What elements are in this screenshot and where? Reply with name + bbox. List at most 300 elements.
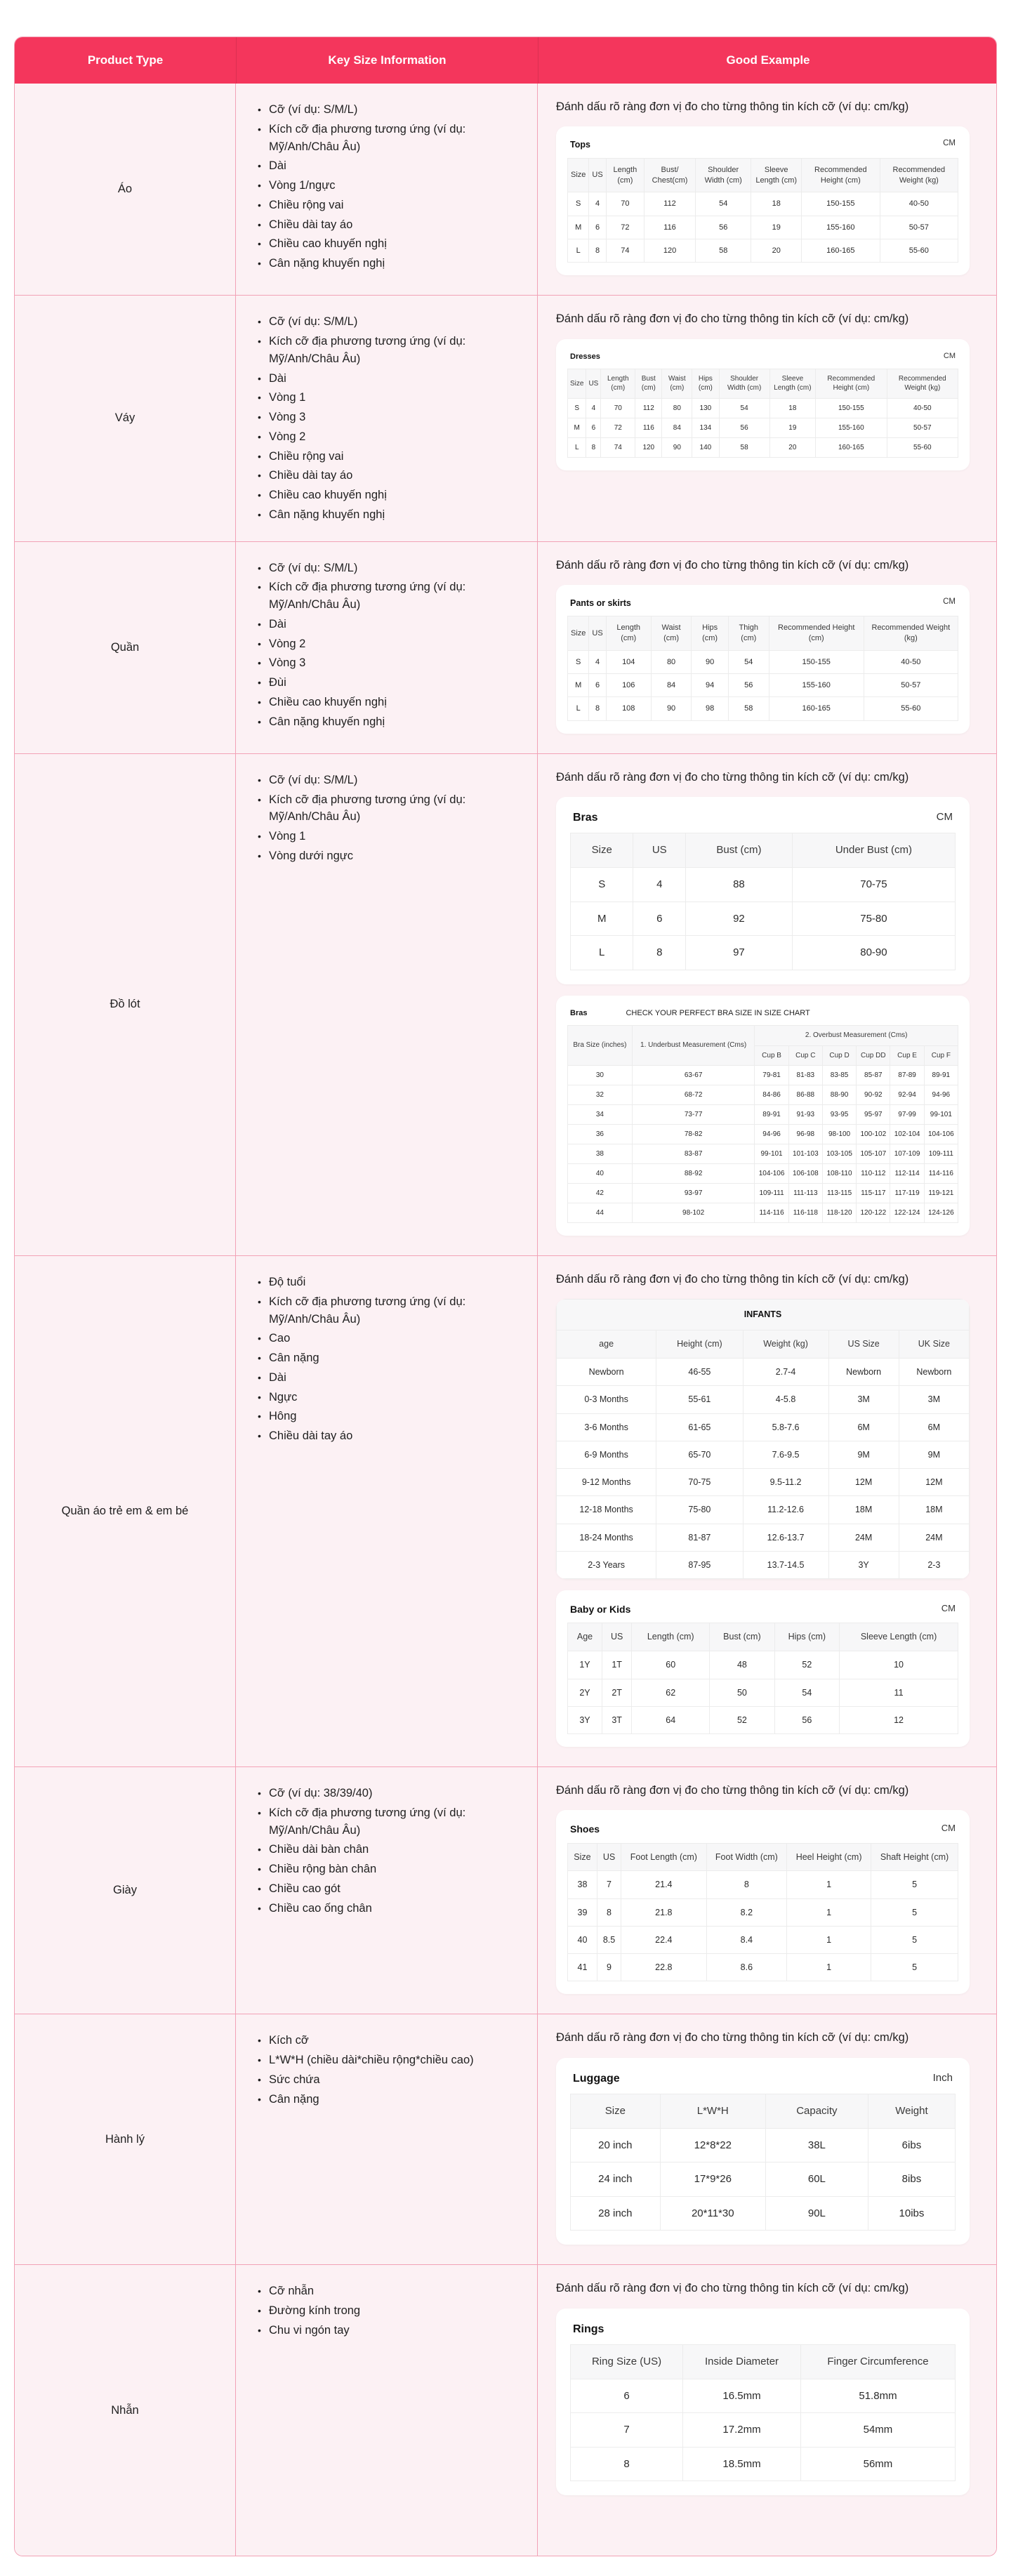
example-col-header: Age <box>568 1623 602 1651</box>
example-table-cell: 56 <box>774 1706 839 1733</box>
example-col-header: Hips (cm) <box>692 369 719 398</box>
example-table-row <box>568 697 958 720</box>
example-table-cell: 68-72 <box>632 1085 755 1105</box>
example-table-cell: 97-99 <box>890 1105 924 1125</box>
product-type-label: Váy <box>114 411 136 425</box>
example-table <box>567 158 958 263</box>
example-table-cell: 84 <box>651 674 692 697</box>
key-size-item: • Đường kính trong <box>257 2302 519 2320</box>
example-card <box>556 1299 970 1579</box>
example-table-row <box>568 1706 958 1733</box>
key-size-list <box>257 560 519 731</box>
example-table <box>570 833 956 970</box>
example-table-cell: 114-116 <box>755 1203 788 1223</box>
example-table-cell: 19 <box>751 216 802 239</box>
key-size-item: • Cao <box>257 1330 519 1347</box>
product-row-hanh-ly <box>15 2014 996 2264</box>
example-card <box>556 2309 970 2496</box>
example-table-cell: 12-18 Months <box>557 1496 656 1524</box>
example-card-header <box>570 2321 956 2344</box>
example-table-cell: 94 <box>692 674 728 697</box>
key-size-item: • Vòng 3 <box>257 654 519 672</box>
example-table-cell: 110-112 <box>857 1164 890 1184</box>
example-card-header <box>570 810 956 833</box>
product-type-cell <box>15 542 236 753</box>
example-table-cell: 6 <box>589 216 606 239</box>
example-card <box>556 1810 970 1994</box>
example-note: Đánh dấu rõ ràng đơn vị đo cho từng thông tin kích cỡ (ví dụ: cm/kg) <box>556 770 909 784</box>
example-card-title: Bras <box>573 812 598 824</box>
example-table-cell: 46-55 <box>656 1359 743 1386</box>
example-table-cell: Newborn <box>557 1359 656 1386</box>
example-table-cell: 98-100 <box>822 1125 856 1144</box>
key-size-item: • Sức chứa <box>257 2071 519 2089</box>
example-col-header: L*W*H <box>660 2094 765 2128</box>
example-table-cell: 12*8*22 <box>660 2128 765 2162</box>
key-size-item: • Chiều cao ống chân <box>257 1900 519 1917</box>
product-row-nhan <box>15 2264 996 2556</box>
example-table-cell: 10ibs <box>868 2196 955 2231</box>
unit-label: CM <box>943 597 956 606</box>
example-table-row <box>568 1651 958 1679</box>
example-col-header: Shaft Height (cm) <box>871 1843 958 1871</box>
example-table-cell: 32 <box>568 1085 633 1105</box>
column-header-product-type: Product Type <box>87 53 164 67</box>
example-table-cell: 160-165 <box>769 697 864 720</box>
example-table-cell: 9M <box>899 1441 969 1468</box>
example-table-cell: 1 <box>787 1898 871 1926</box>
key-size-item: • Chiều cao khuyến nghị <box>257 487 519 504</box>
example-card-header <box>567 1821 958 1842</box>
example-col-header: age <box>557 1330 656 1359</box>
example-table-cell: 70-75 <box>656 1469 743 1496</box>
example-table-cell: 83-87 <box>632 1144 755 1164</box>
key-size-item: • Kích cỡ <box>257 2032 519 2049</box>
key-size-item: • Vòng 2 <box>257 635 519 653</box>
example-group-header: 2. Overbust Measurement (Cms) <box>755 1026 958 1046</box>
example-table-cell: 9.5-11.2 <box>743 1469 828 1496</box>
example-table-cell: 83-85 <box>822 1066 856 1085</box>
example-table-cell: 120 <box>635 437 662 457</box>
example-table <box>570 2094 956 2231</box>
example-table-cell: 0-3 Months <box>557 1386 656 1413</box>
example-table-cell: 104-106 <box>755 1164 788 1184</box>
example-card <box>556 996 970 1236</box>
example-col-header: Length (cm) <box>601 369 635 398</box>
product-type-cell <box>15 754 236 1255</box>
example-table-cell: 17.2mm <box>683 2413 801 2448</box>
example-table-row <box>568 1105 958 1125</box>
example-table-cell: 88 <box>686 868 793 902</box>
example-card-title: Tops <box>570 140 590 150</box>
example-card-title: Rings <box>573 2323 604 2335</box>
example-table-cell: 80 <box>662 398 692 418</box>
unit-label: Inch <box>932 2071 953 2084</box>
example-table <box>570 2344 956 2482</box>
example-table-cell: 21.8 <box>621 1898 707 1926</box>
example-card <box>556 797 970 984</box>
example-table-cell: 56 <box>696 216 751 239</box>
example-table-cell: 13.7-14.5 <box>743 1551 828 1578</box>
example-table-cell: 116-118 <box>788 1203 822 1223</box>
key-size-item: • Kích cỡ địa phương tương ứng (ví dụ: Mỹ/Anh/Châu Âu) <box>257 333 519 368</box>
example-table-cell: 7 <box>597 1871 621 1898</box>
example-note: Đánh dấu rõ ràng đơn vị đo cho từng thông tin kích cỡ (ví dụ: cm/kg) <box>556 1784 909 1797</box>
example-table-cell: 28 inch <box>571 2196 661 2231</box>
example-table-cell: 4 <box>633 868 686 902</box>
example-card-header <box>567 138 958 157</box>
example-col-header: Sleeve Length (cm) <box>769 369 815 398</box>
example-card-header <box>567 1601 958 1623</box>
example-table-cell: 24 inch <box>571 2162 661 2197</box>
example-col-header: US <box>597 1843 621 1871</box>
example-col-header: Hips (cm) <box>774 1623 839 1651</box>
example-col-header: Cup D <box>822 1045 856 1066</box>
example-table-cell: 5 <box>871 1898 958 1926</box>
example-table-cell: 18 <box>751 192 802 216</box>
key-size-item: • Chiều dài tay áo <box>257 216 519 234</box>
example-table-row <box>568 192 958 216</box>
example-table-head <box>571 833 956 867</box>
example-table-cell: 92-94 <box>890 1085 924 1105</box>
example-table-cell: 63-67 <box>632 1066 755 1085</box>
example-table-cell: 107-109 <box>890 1144 924 1164</box>
example-table-cell: 38L <box>765 2128 868 2162</box>
key-size-cell <box>236 84 538 295</box>
example-table-cell: 106 <box>606 674 651 697</box>
example-table-cell: 89-91 <box>755 1105 788 1125</box>
key-size-item: • Chiều rộng bàn chân <box>257 1861 519 1878</box>
key-size-cell <box>236 542 538 753</box>
example-table-cell: 51.8mm <box>800 2379 955 2413</box>
example-col-header: Recommended Weight (kg) <box>887 369 958 398</box>
example-table-cell: 36 <box>568 1125 633 1144</box>
example-table-cell: 6M <box>828 1413 899 1441</box>
example-table-cell: 3-6 Months <box>557 1413 656 1441</box>
example-table-cell: 90 <box>662 437 692 457</box>
example-table-cell: 84 <box>662 418 692 437</box>
example-note: Đánh dấu rõ ràng đơn vị đo cho từng thông tin kích cỡ (ví dụ: cm/kg) <box>556 100 909 113</box>
example-table-cell: 91-93 <box>788 1105 822 1125</box>
example-table-row <box>568 1926 958 1953</box>
example-table-cell: 8.4 <box>706 1926 786 1953</box>
example-table-cell: 104-106 <box>924 1125 958 1144</box>
example-table-cell: S <box>568 650 589 673</box>
example-col-header: Hips (cm) <box>692 616 728 651</box>
example-table-cell: 58 <box>728 697 769 720</box>
example-table-cell: 3T <box>602 1706 632 1733</box>
example-card <box>556 126 970 275</box>
example-table-cell: 117-119 <box>890 1184 924 1203</box>
example-table-row <box>557 1413 970 1441</box>
example-col-header: Cup E <box>890 1045 924 1066</box>
column-header-good-example: Good Example <box>538 37 997 84</box>
example-table-cell: 55-60 <box>887 437 958 457</box>
example-table-cell: 2-3 Years <box>557 1551 656 1578</box>
example-table-cell: 93-95 <box>822 1105 856 1125</box>
example-table-cell: 150-155 <box>802 192 880 216</box>
example-table-cell: 11 <box>840 1679 958 1706</box>
example-table-cell: 150-155 <box>769 650 864 673</box>
product-type-label: Áo <box>117 183 133 196</box>
example-table-cell: 8 <box>633 936 686 970</box>
example-table-cell: 94-96 <box>755 1125 788 1144</box>
example-table-cell: 99-101 <box>755 1144 788 1164</box>
good-example-cell <box>538 2014 997 2264</box>
example-table-cell: 108 <box>606 697 651 720</box>
example-table-cell: 155-160 <box>815 418 887 437</box>
example-table-cell: 98-102 <box>632 1203 755 1223</box>
key-size-cell <box>236 2265 538 2556</box>
key-size-list <box>257 2283 519 2339</box>
example-table-cell: 98 <box>692 697 728 720</box>
example-table-cell: 6 <box>571 2379 683 2413</box>
example-table-cell: 120-122 <box>857 1203 890 1223</box>
example-table-cell: M <box>571 901 633 936</box>
example-col-header: Length (cm) <box>606 616 651 651</box>
product-type-cell <box>15 2014 236 2264</box>
example-card-title: Pants or skirts <box>570 597 631 608</box>
key-size-item: • Chu vi ngón tay <box>257 2322 519 2339</box>
example-table-row <box>568 1085 958 1105</box>
example-table-cell: 81-87 <box>656 1524 743 1551</box>
example-table-row <box>568 1184 958 1203</box>
example-table-row <box>568 1871 958 1898</box>
example-table-cell: 6-9 Months <box>557 1441 656 1468</box>
example-table-cell: 70-75 <box>792 868 955 902</box>
example-table-cell: 1 <box>787 1954 871 1981</box>
example-table-row <box>568 1954 958 1981</box>
key-size-cell <box>236 754 538 1255</box>
example-table-row <box>568 1203 958 1223</box>
example-card <box>556 2058 970 2245</box>
example-table-cell: 20 inch <box>571 2128 661 2162</box>
example-table-cell: L <box>568 697 589 720</box>
example-table-cell: 40 <box>568 1164 633 1184</box>
example-col-header: Capacity <box>765 2094 868 2128</box>
example-table-cell: L <box>568 239 589 262</box>
example-table-cell: 18 <box>769 398 815 418</box>
example-table-cell: 8 <box>706 1871 786 1898</box>
product-type-label: Nhẫn <box>111 2403 139 2417</box>
example-table-cell: 70 <box>606 192 644 216</box>
example-table-row <box>568 674 958 697</box>
example-table-row <box>571 2128 956 2162</box>
example-table-cell: 88-92 <box>632 1164 755 1184</box>
key-size-item: • Hông <box>257 1408 519 1425</box>
example-table-cell: 18M <box>828 1496 899 1524</box>
example-table-cell: 55-60 <box>880 239 958 262</box>
example-table-cell: 40-50 <box>887 398 958 418</box>
example-table-cell: 8ibs <box>868 2162 955 2197</box>
example-table-cell: 134 <box>692 418 719 437</box>
example-table-row <box>571 2413 956 2448</box>
example-table <box>567 1843 958 1982</box>
example-table-cell: 12 <box>840 1706 958 1733</box>
example-table-cell: S <box>571 868 633 902</box>
key-size-item: • Vòng 1 <box>257 828 519 845</box>
example-table-cell: 9M <box>828 1441 899 1468</box>
key-size-item: • Chiều dài tay áo <box>257 1427 519 1445</box>
key-size-item: • Cỡ (ví dụ: 38/39/40) <box>257 1785 519 1802</box>
example-table-cell: 84-86 <box>755 1085 788 1105</box>
example-table-cell: 72 <box>601 418 635 437</box>
example-note: Đánh dấu rõ ràng đơn vị đo cho từng thông tin kích cỡ (ví dụ: cm/kg) <box>556 2031 909 2045</box>
key-size-item: • Chiều rộng vai <box>257 448 519 465</box>
example-table-cell: 6ibs <box>868 2128 955 2162</box>
example-card-title: Bras <box>570 1008 588 1017</box>
key-size-item: • Kích cỡ địa phương tương ứng (ví dụ: Mỹ/Anh/Châu Âu) <box>257 791 519 826</box>
example-table-head <box>568 616 958 651</box>
example-col-header: Under Bust (cm) <box>792 833 955 867</box>
example-table-cell: 112 <box>645 192 696 216</box>
example-table-cell: 54 <box>728 650 769 673</box>
example-table-row <box>557 1441 970 1468</box>
example-table-cell: 38 <box>568 1144 633 1164</box>
example-table-cell: 119-121 <box>924 1184 958 1203</box>
example-col-header: Size <box>568 1843 597 1871</box>
example-card-header <box>567 596 958 616</box>
example-table-cell: S <box>568 398 586 418</box>
example-table-cell: 8.5 <box>597 1926 621 1953</box>
example-col-header: Cup F <box>924 1045 958 1066</box>
example-col-header: Shoulder Width (cm) <box>719 369 769 398</box>
example-card-header <box>567 1007 958 1025</box>
key-size-item: • Cỡ (ví dụ: S/M/L) <box>257 313 519 331</box>
example-table-cell: 109-111 <box>924 1144 958 1164</box>
example-table-cell: 9-12 Months <box>557 1469 656 1496</box>
example-note: Đánh dấu rõ ràng đơn vị đo cho từng thông tin kích cỡ (ví dụ: cm/kg) <box>556 558 909 572</box>
product-row-ao <box>15 84 996 295</box>
example-table-head <box>571 2344 956 2379</box>
example-col-header: Waist (cm) <box>662 369 692 398</box>
example-table-cell: 104 <box>606 650 651 673</box>
example-col-header: Size <box>571 2094 661 2128</box>
product-type-label: Hành lý <box>105 2132 145 2146</box>
example-table-row <box>568 1898 958 1926</box>
example-table-cell: 1Y <box>568 1651 602 1679</box>
example-table-cell: S <box>568 192 589 216</box>
unit-label: CM <box>941 1603 956 1614</box>
example-table-cell: 8.6 <box>706 1954 786 1981</box>
key-size-list <box>257 313 519 523</box>
example-col-header: Length (cm) <box>632 1623 710 1651</box>
key-size-item: • Cỡ nhẫn <box>257 2283 519 2300</box>
example-table-cell: 2T <box>602 1679 632 1706</box>
example-table-cell: 19 <box>769 418 815 437</box>
key-size-item: • Chiều cao khuyến nghị <box>257 235 519 253</box>
example-card-title: Baby or Kids <box>570 1604 631 1616</box>
example-table-cell: 101-103 <box>788 1144 822 1164</box>
example-note: Đánh dấu rõ ràng đơn vị đo cho từng thông tin kích cỡ (ví dụ: cm/kg) <box>556 312 909 326</box>
good-example-cell <box>538 296 997 541</box>
example-col-header: Bust/ Chest(cm) <box>645 158 696 192</box>
good-example-cell <box>538 754 997 1255</box>
example-table-row <box>557 1359 970 1386</box>
example-table-cell: 56 <box>728 674 769 697</box>
key-size-item: • Ngực <box>257 1389 519 1406</box>
example-table-cell: 85-87 <box>857 1066 890 1085</box>
key-size-cell <box>236 1767 538 2014</box>
example-table-cell: 112-114 <box>890 1164 924 1184</box>
key-size-item: • Vòng 2 <box>257 428 519 446</box>
example-table-cell: 2.7-4 <box>743 1359 828 1386</box>
example-table-cell: L <box>568 437 586 457</box>
example-table-row <box>557 1496 970 1524</box>
key-size-cell <box>236 2014 538 2264</box>
example-table-cell: 54 <box>696 192 751 216</box>
example-table-cell: 90L <box>765 2196 868 2231</box>
product-type-label: Quần <box>110 640 140 654</box>
unit-label: CM <box>943 351 956 360</box>
example-table-cell: 6 <box>589 674 606 697</box>
example-table-cell: 9 <box>597 1954 621 1981</box>
column-header-key-size-information: Key Size Information <box>236 37 538 84</box>
example-col-header: Shoulder Width (cm) <box>696 158 751 192</box>
example-table-cell: 2Y <box>568 1679 602 1706</box>
example-table-cell: 54mm <box>800 2413 955 2448</box>
example-table-cell: 21.4 <box>621 1871 707 1898</box>
good-example-cell <box>538 84 997 295</box>
product-type-cell <box>15 296 236 541</box>
example-table-cell: 8 <box>597 1898 621 1926</box>
example-table-cell: 90 <box>651 697 692 720</box>
example-table-row <box>571 2447 956 2481</box>
example-table-cell: 95-97 <box>857 1105 890 1125</box>
key-size-item: • Cân nặng <box>257 1349 519 1367</box>
example-card-title: Luggage <box>573 2072 620 2085</box>
example-col-header: Weight (kg) <box>743 1330 828 1359</box>
example-col-header: Sleeve Length (cm) <box>840 1623 958 1651</box>
table-banner-title: INFANTS <box>557 1300 970 1330</box>
example-table-cell: 4 <box>589 192 606 216</box>
product-type-cell <box>15 1256 236 1766</box>
example-table-cell: 18.5mm <box>683 2447 801 2481</box>
table-body <box>15 84 996 2556</box>
example-table-cell: 4 <box>589 650 606 673</box>
example-table-row <box>571 868 956 902</box>
example-table-cell: 4-5.8 <box>743 1386 828 1413</box>
key-size-item: • Dài <box>257 1369 519 1387</box>
example-table-row <box>568 1164 958 1184</box>
example-table-cell: 5 <box>871 1954 958 1981</box>
example-table-cell: 88-90 <box>822 1085 856 1105</box>
example-table-cell: 8 <box>571 2447 683 2481</box>
example-card-title: Dresses <box>570 352 600 361</box>
example-table-row <box>557 1524 970 1551</box>
example-table-cell: 3M <box>828 1386 899 1413</box>
example-card <box>556 1590 970 1747</box>
example-col-header: US Size <box>828 1330 899 1359</box>
example-col-header: US <box>586 369 601 398</box>
example-table-cell: 100-102 <box>857 1125 890 1144</box>
example-table-cell: Newborn <box>828 1359 899 1386</box>
example-col-header: Weight <box>868 2094 955 2128</box>
example-table-row <box>571 901 956 936</box>
key-size-item: • Kích cỡ địa phương tương ứng (ví dụ: Mỹ/Anh/Châu Âu) <box>257 1293 519 1328</box>
example-table-cell: 7 <box>571 2413 683 2448</box>
example-table-cell: 61-65 <box>656 1413 743 1441</box>
example-table-cell: 10 <box>840 1651 958 1679</box>
example-col-header: Sleeve Length (cm) <box>751 158 802 192</box>
example-table-cell: 99-101 <box>924 1105 958 1125</box>
example-table-cell: 113-115 <box>822 1184 856 1203</box>
example-table-row <box>568 418 958 437</box>
example-table-row <box>571 2196 956 2231</box>
key-size-list <box>257 2032 519 2108</box>
example-table-cell: 155-160 <box>769 674 864 697</box>
example-table-head <box>568 1623 958 1651</box>
